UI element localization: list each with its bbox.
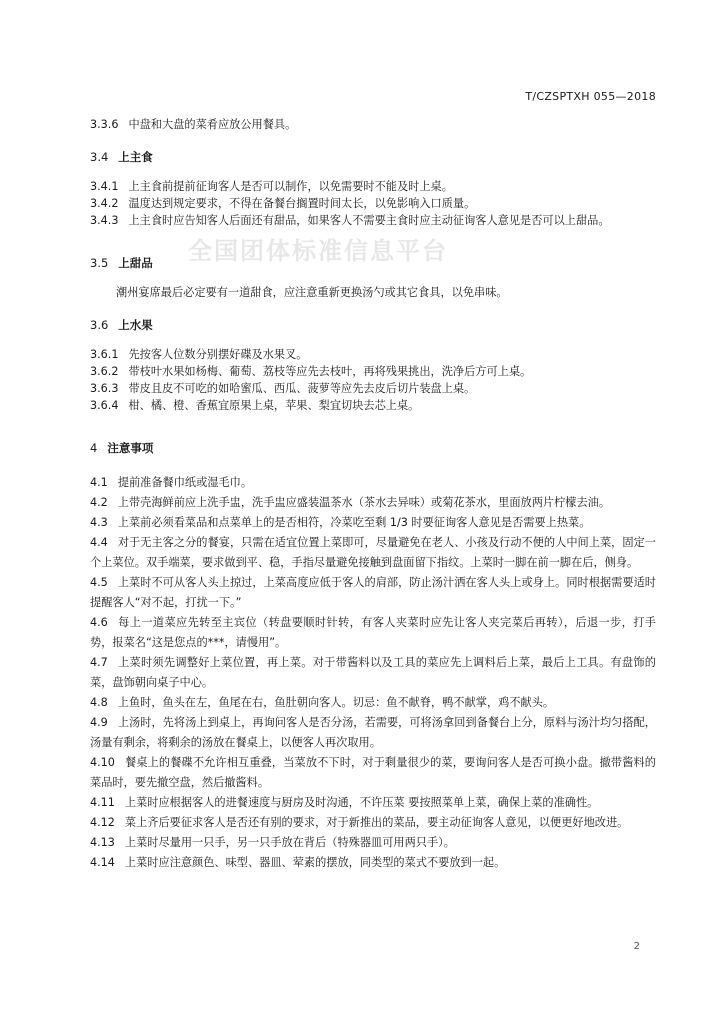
clause-text: 中盘和大盘的菜肴应放公用餐具。 xyxy=(128,118,297,131)
section-title: 上主食 xyxy=(118,150,153,164)
clause-text: 对于无主客之分的餐宴，只需在适宜位置上菜即可，尽量避免在老人、小孩及行动不便的人中间上菜，固定一个上菜位。双手端菜，要求做到平、稳，手指尽量避免接触到盘面留下指纹。上菜时一脚在前一脚在后，侧身。 xyxy=(90,536,656,569)
clause-text: 上汤时，先将汤上到桌上，再询问客人是否分汤，若需要，可将汤拿回到备餐台上分，原料与汤汁均匀搭配，汤量有剩余，将剩余的汤放在餐桌上，以便客人再次取用。 xyxy=(90,716,656,749)
clause-number: 3.6.2 xyxy=(90,365,119,378)
section-heading-4 xyxy=(90,440,656,457)
clause-text: 上主食时应告知客人后面还有甜品，如果客人不需要主食时应主动征询客人意见是否可以上甜品。 xyxy=(128,214,610,227)
clause-number: 4.7 xyxy=(90,656,108,669)
clause-text: 带枝叶水果如杨梅、葡萄、荔枝等应先去枝叶，再将残果挑出，洗净后方可上桌。 xyxy=(128,365,532,378)
clause-3-6-3 xyxy=(90,380,656,397)
page-number: 2 xyxy=(633,941,640,952)
clause-number: 4.11 xyxy=(90,796,115,809)
clause-number: 4.3 xyxy=(90,516,108,529)
clause-number: 3.6.3 xyxy=(90,382,119,395)
clause-3-6-4 xyxy=(90,397,656,414)
clause-4-1 xyxy=(90,473,656,493)
clause-3-3-6 xyxy=(90,116,656,133)
clause-text: 上菜时应注意颜色、味型、器皿、荤素的摆放，同类型的菜式不要放到一起。 xyxy=(124,856,506,869)
clause-4-10 xyxy=(90,753,656,793)
clause-4-2 xyxy=(90,493,656,513)
section-3-5-body: 潮州宴席最后必定要有一道甜食，应注意重新更换汤勺或其它食具，以免串味。 xyxy=(116,286,508,299)
clause-number: 4.2 xyxy=(90,496,108,509)
clause-number: 4.1 xyxy=(90,476,108,489)
clause-text: 上菜时应根据客人的进餐速度与厨房及时沟通，不许压菜 要按照菜单上菜，确保上菜的准确性。 xyxy=(124,796,599,809)
section-number: 3.5 xyxy=(90,256,109,270)
clause-text: 上菜前必须看菜品和点菜单上的是否相符，冷菜吃至剩 1/3 时要征询客人意见是否需要上热菜。 xyxy=(117,516,591,529)
clause-4-13 xyxy=(90,833,656,853)
clause-number: 4.6 xyxy=(90,616,108,629)
clause-number: 4.4 xyxy=(90,536,108,549)
section-heading-3-4 xyxy=(90,149,656,166)
clause-3-4-1 xyxy=(90,178,656,195)
document-body xyxy=(90,116,656,873)
clause-number: 4.12 xyxy=(90,816,115,829)
clause-text: 先按客人位数分别摆好碟及水果叉。 xyxy=(128,348,308,361)
clause-4-4 xyxy=(90,533,656,573)
clause-text: 提前准备餐巾纸或湿毛巾。 xyxy=(117,476,253,489)
clause-number: 4.10 xyxy=(90,756,115,769)
section-number: 4 xyxy=(90,441,98,455)
section-number: 3.4 xyxy=(90,150,109,164)
clause-text: 上菜时须先调整好上菜位置，再上菜。对于带酱料以及工具的菜应先上调料后上菜，最后上工具。有盘饰的菜，盘饰朝向桌子中心。 xyxy=(90,656,656,689)
clause-number: 4.14 xyxy=(90,856,115,869)
clause-3-6-2 xyxy=(90,363,656,380)
clause-number: 4.13 xyxy=(90,836,115,849)
section-heading-3-5 xyxy=(90,255,656,272)
clause-number: 3.4.2 xyxy=(90,197,119,210)
clause-text: 上菜时尽量用一只手，另一只手放在背后（特殊器皿可用两只手）。 xyxy=(124,836,455,849)
clause-text: 每上一道菜应先转至主宾位（转盘要顺时针转，有客人夹菜时应先让客人夹完菜后再转），后退一步，打手势，报菜名“这是您点的***，请慢用”。 xyxy=(90,616,656,649)
clause-4-6 xyxy=(90,613,656,653)
clause-3-4-3 xyxy=(90,212,656,229)
clause-4-9 xyxy=(90,713,656,753)
section-title: 上水果 xyxy=(118,318,153,332)
clause-number: 4.5 xyxy=(90,576,108,589)
clause-number: 4.8 xyxy=(90,696,108,709)
clause-4-5 xyxy=(90,573,656,613)
clause-number: 3.6.1 xyxy=(90,348,119,361)
clause-text: 带皮且皮不可吃的如哈蜜瓜、西瓜、菠萝等应先去皮后切片装盘上桌。 xyxy=(128,382,476,395)
clause-4-8 xyxy=(90,693,656,713)
section-title: 上甜品 xyxy=(118,256,153,270)
document-code: T/CZSPTXH 055—2018 xyxy=(525,90,656,103)
clause-number: 3.6.4 xyxy=(90,399,119,412)
clause-text: 上带壳海鲜前应上洗手盅，洗手盅应盛装温茶水（茶水去异味）或菊花茶水，里面放两片柠檬去油。 xyxy=(117,496,611,509)
section-title: 注意事项 xyxy=(107,441,154,455)
watermark: 全国团体标准信息平台 xyxy=(188,237,448,265)
clause-4-7 xyxy=(90,653,656,693)
clause-3-6-1 xyxy=(90,346,656,363)
clause-text: 上主食前提前征询客人是否可以制作，以免需要时不能及时上桌。 xyxy=(128,180,453,193)
clause-text: 上鱼时，鱼头在左，鱼尾在右，鱼肚朝向客人。切忌：鱼不献脊，鸭不献掌，鸡不献头。 xyxy=(117,696,555,709)
clause-4-14 xyxy=(90,853,656,873)
clause-number: 4.9 xyxy=(90,716,108,729)
section-heading-3-6 xyxy=(90,317,656,334)
clause-4-3 xyxy=(90,513,656,533)
clause-text: 柑、橘、橙、香蕉宜原果上桌，苹果、梨宜切块去芯上桌。 xyxy=(128,399,420,412)
clause-text: 上菜时不可从客人头上掠过，上菜高度应低于客人的肩部，防止汤汁洒在客人头上或身上。同时根据需要适时提醒客人“对不起，打扰一下。” xyxy=(90,576,656,609)
clause-4-12 xyxy=(90,813,656,833)
clause-text: 温度达到规定要求，不得在备餐台搁置时间太长，以免影响入口质量。 xyxy=(128,197,476,210)
clause-number: 3.3.6 xyxy=(90,118,119,131)
clause-text: 菜上齐后要征求客人是否还有别的要求，对于新推出的菜品，要主动征询客人意见，以便更好地改进。 xyxy=(124,816,629,829)
clause-number: 3.4.1 xyxy=(90,180,119,193)
clause-number: 3.4.3 xyxy=(90,214,119,227)
section-number: 3.6 xyxy=(90,318,109,332)
clause-4-11 xyxy=(90,793,656,813)
clause-text: 餐桌上的餐碟不允许相互重叠，当菜放不下时，对于剩量很少的菜，要询问客人是否可换小盘。撤带酱料的菜品时，要先撤空盘，然后撤酱料。 xyxy=(90,756,656,789)
clause-3-4-2 xyxy=(90,195,656,212)
